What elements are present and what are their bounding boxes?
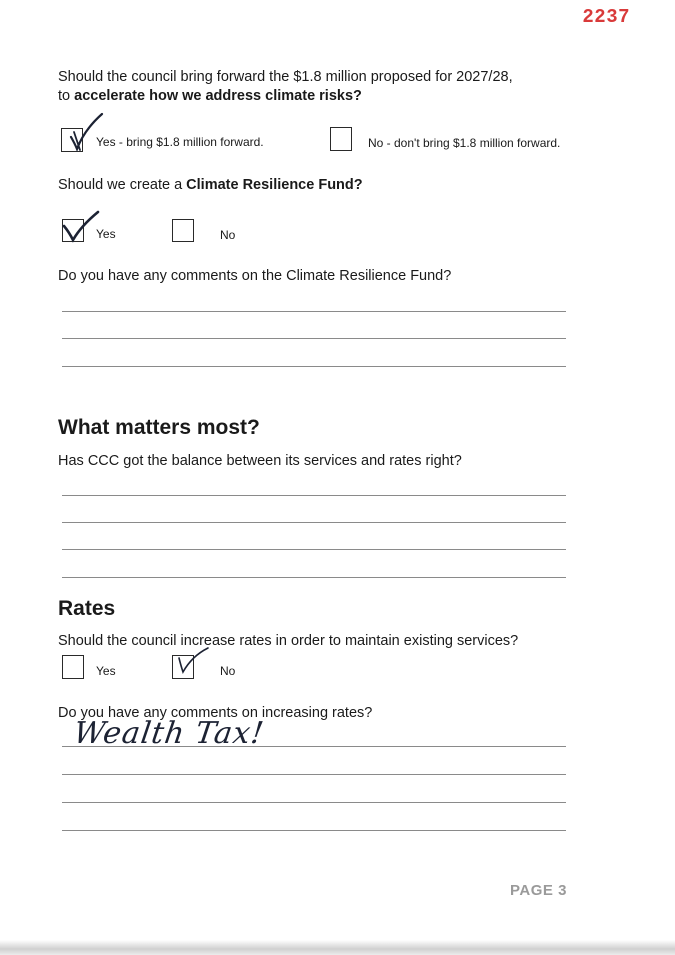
- comment-line[interactable]: [62, 577, 566, 578]
- climate-fund-yes-label: Yes: [96, 227, 116, 241]
- rates-yes-label: Yes: [96, 664, 116, 678]
- question-rates-comments: Do you have any comments on increasing rates?: [58, 705, 373, 721]
- question-bring-forward: [58, 68, 638, 106]
- rates-no-label: No: [220, 664, 236, 678]
- bring-forward-no-label: No - don't bring $1.8 million forward.: [368, 136, 561, 150]
- comment-line[interactable]: [62, 311, 566, 312]
- bring-forward-no-checkbox[interactable]: [330, 127, 352, 151]
- question-climate-fund: Should we create a Climate Resilience Fund?: [58, 177, 363, 193]
- comment-line[interactable]: [62, 338, 566, 339]
- comment-line[interactable]: [62, 522, 566, 523]
- comment-line[interactable]: [62, 549, 566, 550]
- handwritten-answer: Wealth Tax!: [71, 716, 267, 751]
- question-balance: Has CCC got the balance between its services and rates right?: [58, 453, 462, 469]
- scan-edge-shadow: [0, 940, 675, 955]
- bring-forward-yes-label: Yes - bring $1.8 million forward.: [96, 135, 264, 149]
- page-number: PAGE 3: [510, 882, 567, 899]
- question-fund-comments: Do you have any comments on the Climate Resilience Fund?: [58, 268, 452, 284]
- question-increase-rates: Should the council increase rates in order to maintain existing services?: [58, 633, 519, 649]
- section-heading-what-matters: What matters most?: [58, 416, 260, 439]
- comment-line[interactable]: [62, 802, 566, 803]
- comment-line[interactable]: [62, 830, 566, 831]
- climate-fund-no-label: No: [220, 228, 236, 242]
- section-heading-rates: Rates: [58, 597, 116, 620]
- comment-line[interactable]: [62, 746, 566, 747]
- comment-line[interactable]: [62, 774, 566, 775]
- rates-yes-checkbox[interactable]: [62, 655, 84, 679]
- checkmark-icon: [172, 644, 214, 680]
- comment-line[interactable]: [62, 366, 566, 367]
- comment-line[interactable]: [62, 495, 566, 496]
- document-number: 2237: [582, 6, 630, 28]
- question-line-2: to accelerate how we address climate risks?: [58, 88, 362, 104]
- climate-fund-no-checkbox[interactable]: [172, 219, 194, 242]
- question-line-1: Should the council bring forward the $1.8 million proposed for 2027/28,: [58, 69, 513, 85]
